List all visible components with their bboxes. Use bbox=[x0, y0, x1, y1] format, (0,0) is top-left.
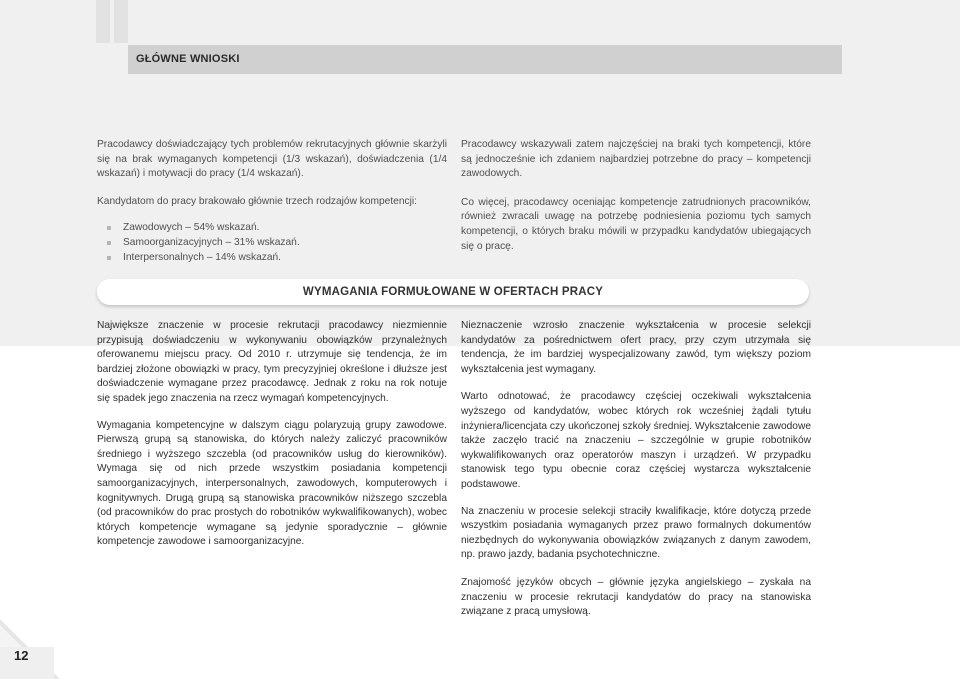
list-item: Interpersonalnych – 14% wskazań. bbox=[97, 251, 447, 266]
bottom-left-column bbox=[97, 319, 447, 560]
paragraph: Kandydatom do pracy brakowało głównie trzech rodzajów kompetencji: bbox=[97, 195, 417, 207]
top-left-column bbox=[97, 138, 447, 265]
section-header-title: GŁÓWNE WNIOSKI bbox=[136, 53, 240, 65]
paragraph: Pracodawcy wskazywali zatem najczęściej na braki tych kompetencji, które są jednocześnie ich zdaniem najbardziej potrzebne do pracy – kompetencji zawodowych. bbox=[461, 139, 811, 180]
section-title-pill bbox=[97, 279, 809, 305]
paragraph: Co więcej, pracodawcy oceniając kompetencje zatrudnionych pracowników, również zwracali uwagę na potrzebę podniesienia poziomu tych samych kompetencji, o których braku mówili w przypadku kandydatów ubiegających się o pracę. bbox=[461, 196, 811, 252]
list-item: Samoorganizacyjnych – 31% wskazań. bbox=[97, 236, 447, 251]
paragraph: Warto odnotować, że pracodawcy częściej oczekiwali wykształcenia wyższego od kandydatów, wobec których rok wcześniej żądali tytułu inżyniera/licencjata czy ukończonej szkoły średniej. Wykształcenie zawodowe także zaczęło tracić na znaczeniu – szczególnie w grupie robotników wykwalifikowanych oraz operatorów maszyn i urządzeń. W przypadku stanowisk tego typu obecnie coraz częściej wystarcza wykształcenie podstawowe. bbox=[461, 391, 811, 490]
paragraph: Nieznaczenie wzrosło znaczenie wykształcenia w procesie selekcji kandydatów za pośrednictwem ofert pracy, przy czym utrzymała się tendencja, że im bardziej wyspecjalizowany zawód, tym większy poziom wykształcenia jest wymagany. bbox=[461, 320, 811, 375]
decorative-strip bbox=[114, 0, 128, 43]
list-item: Zawodowych – 54% wskazań. bbox=[97, 221, 447, 236]
page-number: 12 bbox=[14, 648, 29, 663]
paragraph: Znajomość języków obcych – głównie języka angielskiego – zyskała na znaczeniu w procesie rekrutacji kandydatów do pracy na stanowiska związane z pracą umysłową. bbox=[461, 576, 811, 618]
paragraph: Na znaczeniu w procesie selekcji straciły kwalifikacje, które dotyczą przede wszystkim posiadania wymaganych przez prawo formalnych dokumentów niezbędnych do wykonywania obowiązków związanych z danym zawodem, np. prawo jazdy, badania psychotechniczne. bbox=[461, 505, 811, 561]
top-right-column bbox=[461, 138, 811, 264]
competency-list bbox=[97, 221, 447, 265]
bottom-right-column bbox=[461, 319, 811, 630]
paragraph: Wymagania kompetencyjne w dalszym ciągu polaryzują grupy zawodowe. Pierwszą grupą są stanowiska, do których należy zaliczyć pracowników średniego i wyższego szczebla (od pracowników usług do kierowników). Wymaga się od nich przede wszystkim posiadania kompetencji samoorganizacyjnych, interpersonalnych, zawodowych, komputerowych i kognitywnych. Drugą grupą są stanowiska pracowników niższego szczebla (od pracowników do prac prostych do robotników wykwalifikowanych), wobec których kompetencje wymagane są jedynie sporadycznie – głównie kompetencje zawodowe i samoorganizacyjne. bbox=[97, 419, 447, 548]
section-title: WYMAGANIA FORMUŁOWANE W OFERTACH PRACY bbox=[302, 286, 604, 298]
page-corner-graphic bbox=[0, 619, 60, 679]
paragraph: Pracodawcy doświadczający tych problemów rekrutacyjnych głównie skarżyli się na brak wymaganych kompetencji (1/3 wskazań), doświadczenia (1/4 wskazań) i motywacji do pracy (1/4 wskazań). bbox=[97, 139, 447, 180]
decorative-strip bbox=[96, 0, 110, 43]
section-header-bar bbox=[128, 45, 842, 74]
paragraph: Największe znaczenie w procesie rekrutacji pracodawcy niezmiennie przypisują doświadczeniu w wykonywaniu obowiązków przynależnych oferowanemu miejscu pracy. Od 2010 r. utrzymuje się tendencja, że im bardziej złożone obowiązki w pracy, tym precyzyjniej określone i dłuższe jest doświadczenie wymagane przez pracodawcę. Jednak z roku na rok notuje się spadek jego znaczenia na rzecz wymagań kompetencyjnych. bbox=[97, 320, 447, 404]
